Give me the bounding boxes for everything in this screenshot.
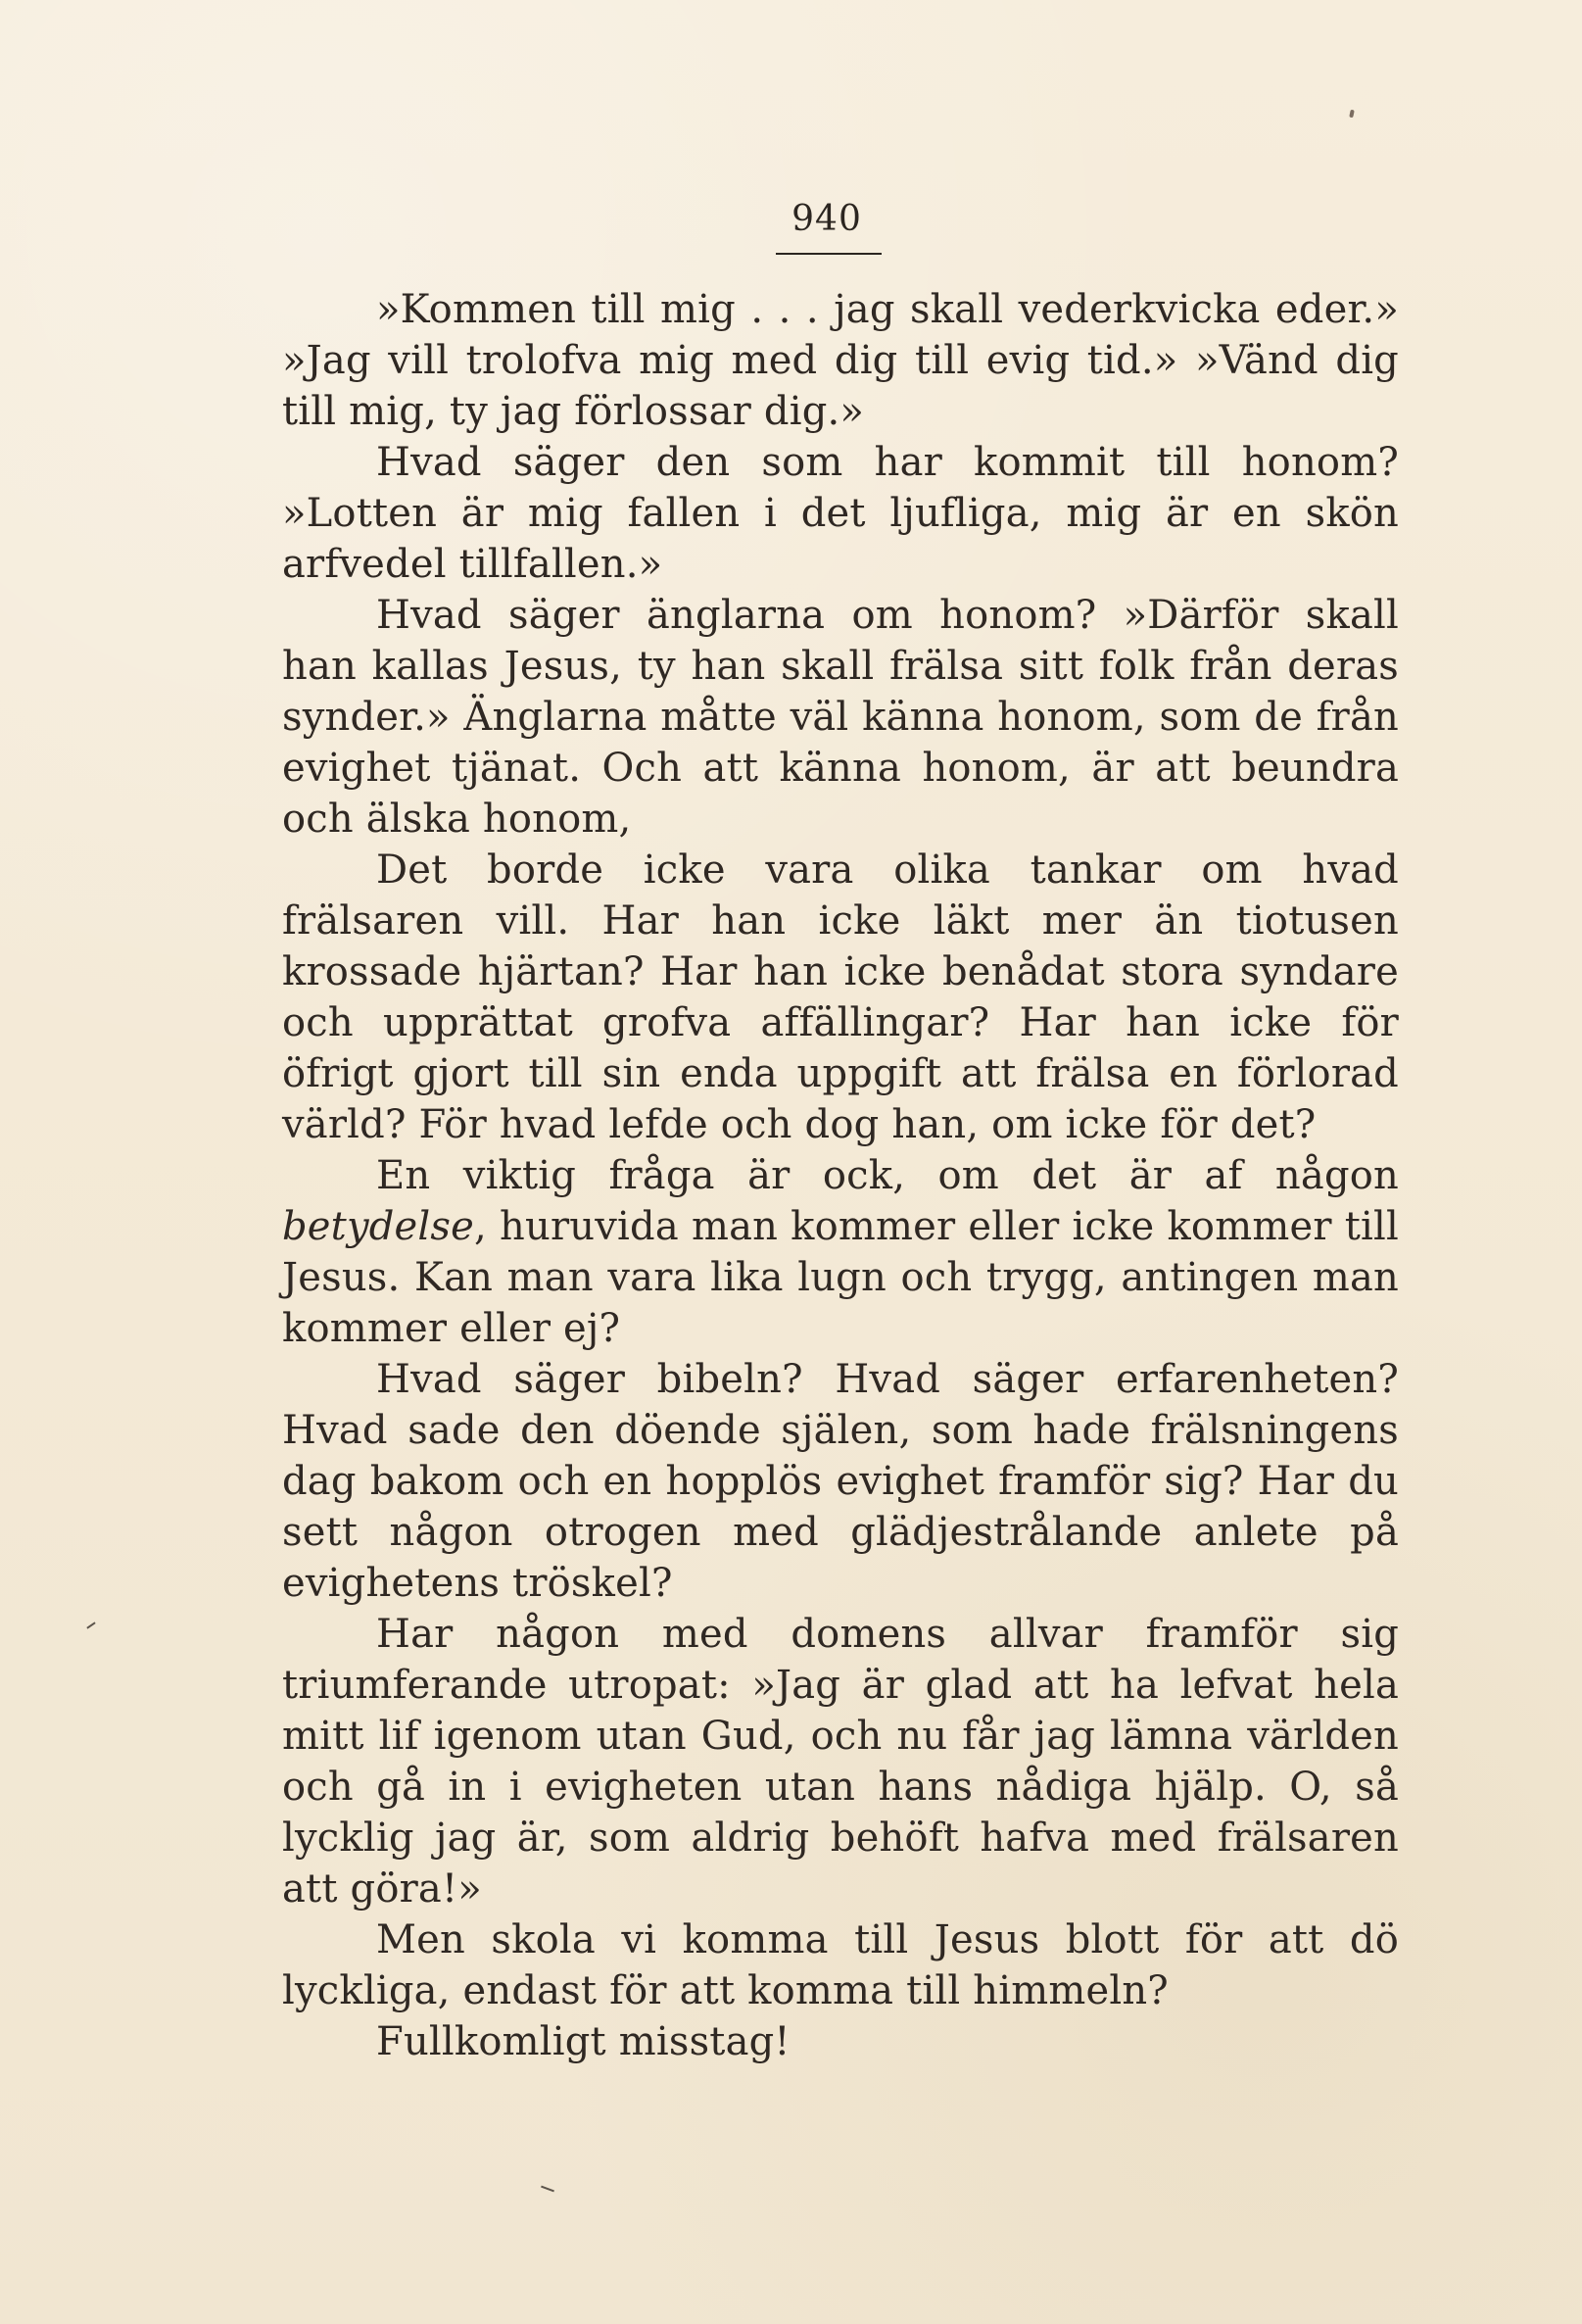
paragraph-5-lead: En viktig fråga är ock, om det är af någon xyxy=(376,1153,1399,1198)
paragraph-3: Hvad säger änglarna om honom? »Därför skall han kallas Jesus, ty han skall frälsa sitt folk från deras synder.» Änglarna måtte väl känna honom, som de från evighet tjänat. Och att känna honom, är att beundra och älska honom, xyxy=(282,593,1399,842)
bottom-mark xyxy=(541,2186,554,2193)
main-text xyxy=(282,284,1399,2067)
paragraph-9: Fullkomligt misstag! xyxy=(376,2019,791,2064)
paragraph-1: »Kommen till mig . . . jag skall vederkvicka eder.» »Jag vill trolofva mig med dig till evig tid.» »Vänd dig till mig, ty jag förlossar dig.» xyxy=(282,287,1399,434)
page-number-rule xyxy=(776,253,882,255)
paragraph-6: Hvad säger bibeln? Hvad säger erfarenheten? Hvad sade den döende själen, som hade frälsningens dag bakom och en hopplös evighet framför sig? Har du sett någon otrogen med glädjestrålande anlete på evighetens tröskel? xyxy=(282,1357,1399,1606)
margin-mark xyxy=(86,1622,95,1628)
paragraph-5 xyxy=(282,1150,1399,1354)
paragraph-4: Det borde icke vara olika tankar om hvad frälsaren vill. Har han icke läkt mer än tiotusen krossade hjärtan? Har han icke benådat stora syndare och upprättat grofva affällingar? Har han icke för öfrigt gjort till sin enda uppgift att frälsa en förlorad värld? För hvad lefde och dog han, om icke för det? xyxy=(282,847,1399,1147)
paragraph-7: Har någon med domens allvar framför sig triumferande utropat: »Jag är glad att ha lefvat hela mitt lif igenom utan Gud, och nu får jag lämna världen och gå in i evigheten utan hans nådiga hjälp. O, så lycklig jag är, som aldrig behöft hafva med frälsaren att göra!» xyxy=(282,1612,1399,1912)
page-number: 940 xyxy=(791,199,862,239)
paragraph-5-tail: , huruvida man kommer eller icke kommer till Jesus. Kan man vara lika lugn och trygg, antingen man kommer eller ej? xyxy=(282,1204,1399,1351)
paragraph-8: Men skola vi komma till Jesus blott för att dö lyckliga, endast för att komma till himmeln? xyxy=(282,1917,1399,2013)
paragraph-5-italic: betydelse xyxy=(282,1204,475,1249)
paper-speck xyxy=(1349,110,1355,119)
paragraph-2: Hvad säger den som har kommit till honom? »Lotten är mig fallen i det ljufliga, mig är en skön arfvedel tillfallen.» xyxy=(282,440,1399,587)
